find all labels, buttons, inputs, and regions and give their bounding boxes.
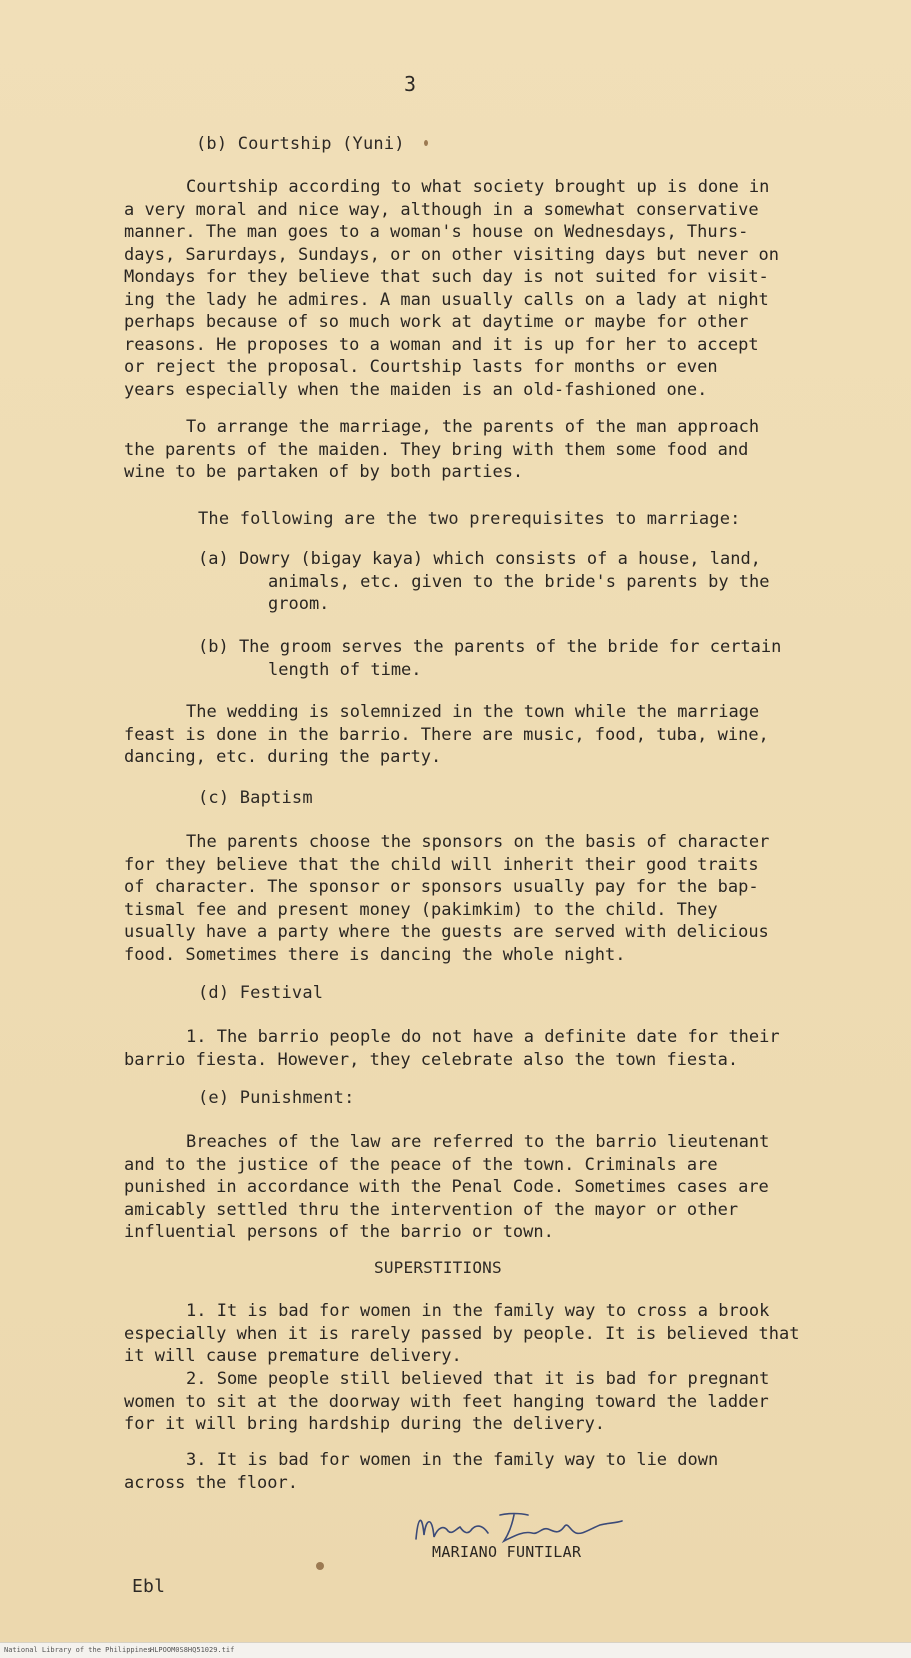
text-line: women to sit at the doorway with feet hanging toward the ladder xyxy=(124,1391,769,1412)
text-line: for it will bring hardship during the delivery. xyxy=(124,1414,606,1434)
section-heading-superstitions: SUPERSTITIONS xyxy=(374,1258,502,1277)
text-line: especially when it is rarely passed by people. It is believed that xyxy=(124,1323,800,1344)
text-line: 3. It is bad for women in the family way to lie down xyxy=(186,1450,719,1470)
text-line: 1. It is bad for women in the family way to cross a brook xyxy=(186,1301,770,1321)
text-line: Courtship according to what society brought up is done in xyxy=(186,177,770,197)
text-line: groom. xyxy=(268,594,330,614)
text-line: manner. The man goes to a woman's house on Wednesdays, Thurs- xyxy=(124,222,749,242)
text-line: (a) Dowry (bigay kaya) which consists of a house, land, xyxy=(198,549,761,569)
text-line: usually have a party where the guests are served with delicious xyxy=(124,922,769,942)
text-line: and to the justice of the peace of the town. Criminals are xyxy=(124,1154,718,1175)
archive-footer xyxy=(0,1642,911,1658)
section-heading-courtship: (b) Courtship (Yuni) xyxy=(196,134,405,154)
paper-stain xyxy=(424,140,428,146)
typist-initials: Ebl xyxy=(132,1576,166,1597)
footer-library-label: National Library of the Philippines xyxy=(4,1646,152,1654)
signatory-name: MARIANO FUNTILAR xyxy=(432,1543,582,1561)
courtship-paragraph-2 xyxy=(124,416,824,484)
superstition-1 xyxy=(124,1300,824,1368)
text-line: feast is done in the barrio. There are music, food, tuba, wine, xyxy=(124,724,769,745)
footer-filename: HLPOOM0S8HQ51029.tif xyxy=(150,1646,235,1654)
text-line: the parents of the maiden. They bring with them some food and xyxy=(124,439,749,460)
signature-block xyxy=(408,1505,628,1561)
superstition-2 xyxy=(124,1368,824,1436)
text-line: Mondays for they believe that such day is not suited for visit- xyxy=(124,267,769,287)
section-heading-baptism: (c) Baptism xyxy=(198,788,313,808)
text-line: reasons. He proposes to a woman and it is up for her to accept xyxy=(124,334,759,355)
text-line: for they believe that the child will inherit their good traits xyxy=(124,854,759,875)
text-line: The wedding is solemnized in the town while the marriage xyxy=(186,702,760,722)
courtship-prerequisites-intro: The following are the two prerequisites to marriage: xyxy=(198,509,741,529)
text-line: The parents choose the sponsors on the basis of character xyxy=(186,832,770,852)
courtship-paragraph-wedding xyxy=(124,701,824,769)
text-line: influential persons of the barrio or town. xyxy=(124,1222,554,1242)
text-line: food. Sometimes there is dancing the whole night. xyxy=(124,944,626,965)
text-line: or reject the proposal. Courtship lasts for months or even xyxy=(124,357,718,377)
text-line: 1. The barrio people do not have a definite date for their xyxy=(186,1027,780,1047)
text-line: across the floor. xyxy=(124,1472,298,1493)
prerequisite-item-a xyxy=(198,548,898,616)
text-line: (b) The groom serves the parents of the bride for certain xyxy=(198,637,782,657)
text-line: years especially when the maiden is an old-fashioned one. xyxy=(124,379,708,400)
page-number: 3 xyxy=(404,72,417,96)
text-line: wine to be partaken of by both parties. xyxy=(124,462,524,482)
courtship-paragraph-1 xyxy=(124,176,824,401)
text-line: it will cause premature delivery. xyxy=(124,1346,462,1366)
paper-stain xyxy=(316,1562,324,1570)
text-line: ing the lady he admires. A man usually calls on a lady at night xyxy=(124,289,769,310)
text-line: dancing, etc. during the party. xyxy=(124,747,442,767)
text-line: Breaches of the law are referred to the barrio lieutenant xyxy=(186,1132,770,1152)
text-line: of character. The sponsor or sponsors usually pay for the bap- xyxy=(124,877,759,897)
superstition-3 xyxy=(124,1449,824,1494)
text-line: animals, etc. given to the bride's parents by the xyxy=(268,571,770,592)
text-line: days, Sarurdays, Sundays, or on other visiting days but never on xyxy=(124,244,780,265)
festival-paragraph xyxy=(124,1026,824,1071)
prerequisite-item-b xyxy=(198,636,898,681)
text-line: length of time. xyxy=(268,659,422,680)
text-line: perhaps because of so much work at daytime or maybe for other xyxy=(124,312,749,332)
baptism-paragraph xyxy=(124,831,824,966)
text-line: punished in accordance with the Penal Code. Sometimes cases are xyxy=(124,1177,769,1197)
text-line: 2. Some people still believed that it is bad for pregnant xyxy=(186,1369,770,1389)
text-line: amicably settled thru the intervention of the mayor or other xyxy=(124,1199,739,1220)
section-heading-punishment: (e) Punishment: xyxy=(198,1088,355,1108)
text-line: tismal fee and present money (pakimkim) to the child. They xyxy=(124,899,718,920)
text-line: a very moral and nice way, although in a somewhat conservative xyxy=(124,199,759,220)
punishment-paragraph xyxy=(124,1131,824,1244)
text-line: To arrange the marriage, the parents of the man approach xyxy=(186,417,760,437)
section-heading-festival: (d) Festival xyxy=(198,983,324,1003)
text-line: barrio fiesta. However, they celebrate also the town fiesta. xyxy=(124,1049,739,1070)
